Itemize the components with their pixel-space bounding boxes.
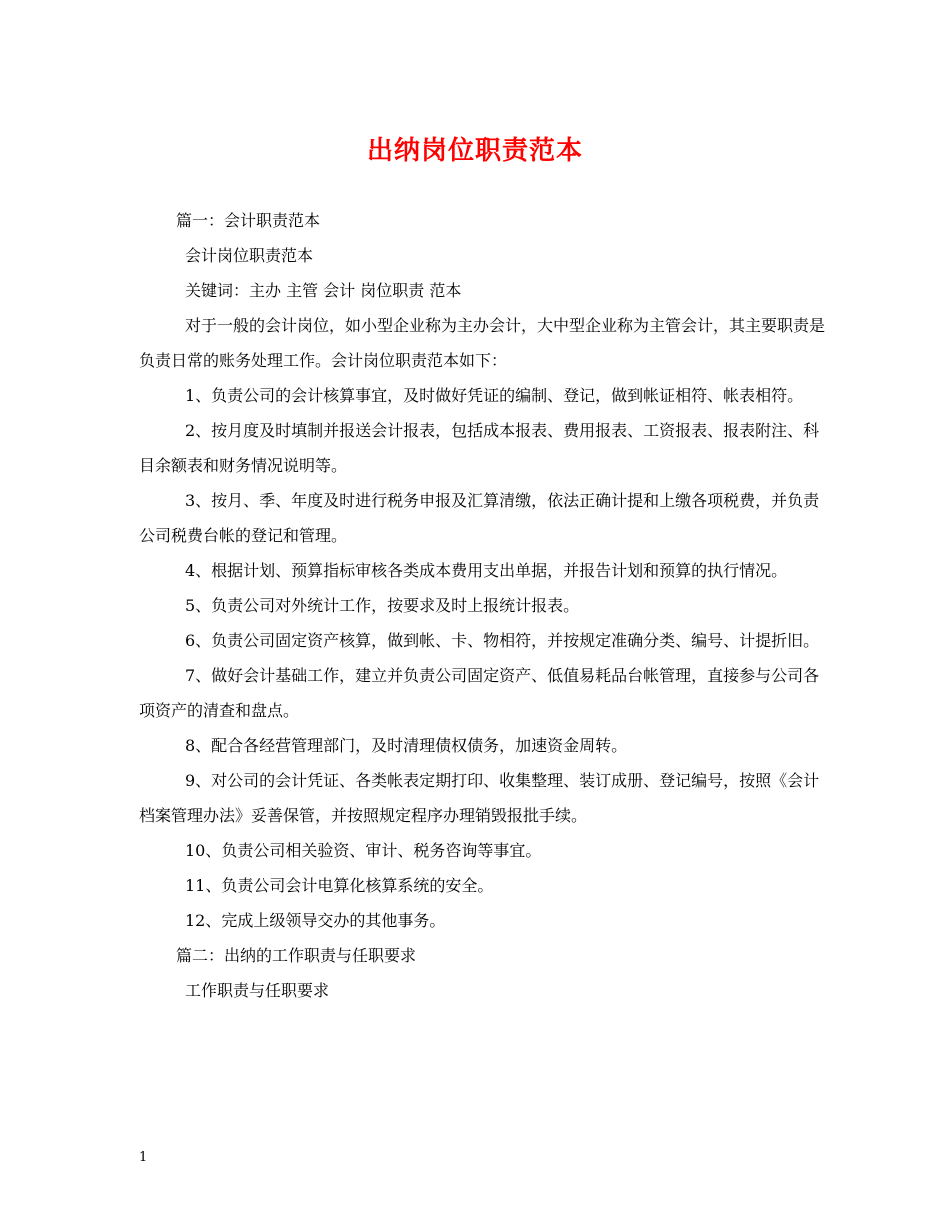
document-title: 出纳岗位职责范本: [366, 136, 583, 166]
section-heading-2: 篇二：出纳的工作职责与任职要求: [176, 946, 417, 965]
section-heading-1: 篇一：会计职责范本: [176, 211, 321, 230]
duty-item-6: 6、负责公司固定资产核算，做到帐、卡、物相符，并按规定准确分类、编号、计提折旧。: [185, 631, 820, 650]
section-subtitle-1: 会计岗位职责范本: [185, 246, 314, 265]
duty-item-11: 11、负责公司会计电算化核算系统的安全。: [185, 876, 494, 895]
duty-item-8: 8、配合各经营管理部门，及时清理债权债务，加速资金周转。: [185, 736, 628, 755]
duty-item-5: 5、负责公司对外统计工作，按要求及时上报统计报表。: [185, 596, 580, 615]
duty-item-10: 10、负责公司相关验资、审计、税务咨询等事宜。: [185, 841, 542, 860]
page-number: 1: [139, 1150, 148, 1165]
document-body: [139, 203, 829, 1008]
duty-item-9: 9、对公司的会计凭证、各类帐表定期打印、收集整理、装订成册、登记编号，按照《会计档案管理办法》妥善保管，并按照规定程序办理销毁报批手续。: [139, 771, 820, 825]
intro-paragraph: 对于一般的会计岗位，如小型企业称为主办会计，大中型企业称为主管会计，其主要职责是负责日常的账务处理工作。会计岗位职责范本如下：: [139, 316, 826, 370]
duty-item-2: 2、按月度及时填制并报送会计报表，包括成本报表、费用报表、工资报表、报表附注、科目余额表和财务情况说明等。: [139, 421, 820, 475]
section-subtitle-2: 工作职责与任职要求: [185, 981, 330, 1000]
duty-item-3: 3、按月、季、年度及时进行税务申报及汇算清缴，依法正确计提和上缴各项税费，并负责公司税费台帐的登记和管理。: [139, 491, 820, 545]
keywords-line: 关键词：主办 主管 会计 岗位职责 范本: [185, 281, 462, 300]
duty-item-1: 1、负责公司的会计核算事宜，及时做好凭证的编制、登记，做到帐证相符、帐表相符。: [185, 386, 804, 405]
duty-item-7: 7、做好会计基础工作，建立并负责公司固定资产、低值易耗品台帐管理，直接参与公司各项资产的清查和盘点。: [139, 666, 820, 720]
duty-item-12: 12、完成上级领导交办的其他事务。: [185, 911, 446, 930]
duty-item-4: 4、根据计划、预算指标审核各类成本费用支出单据，并报告计划和预算的执行情况。: [185, 561, 788, 580]
